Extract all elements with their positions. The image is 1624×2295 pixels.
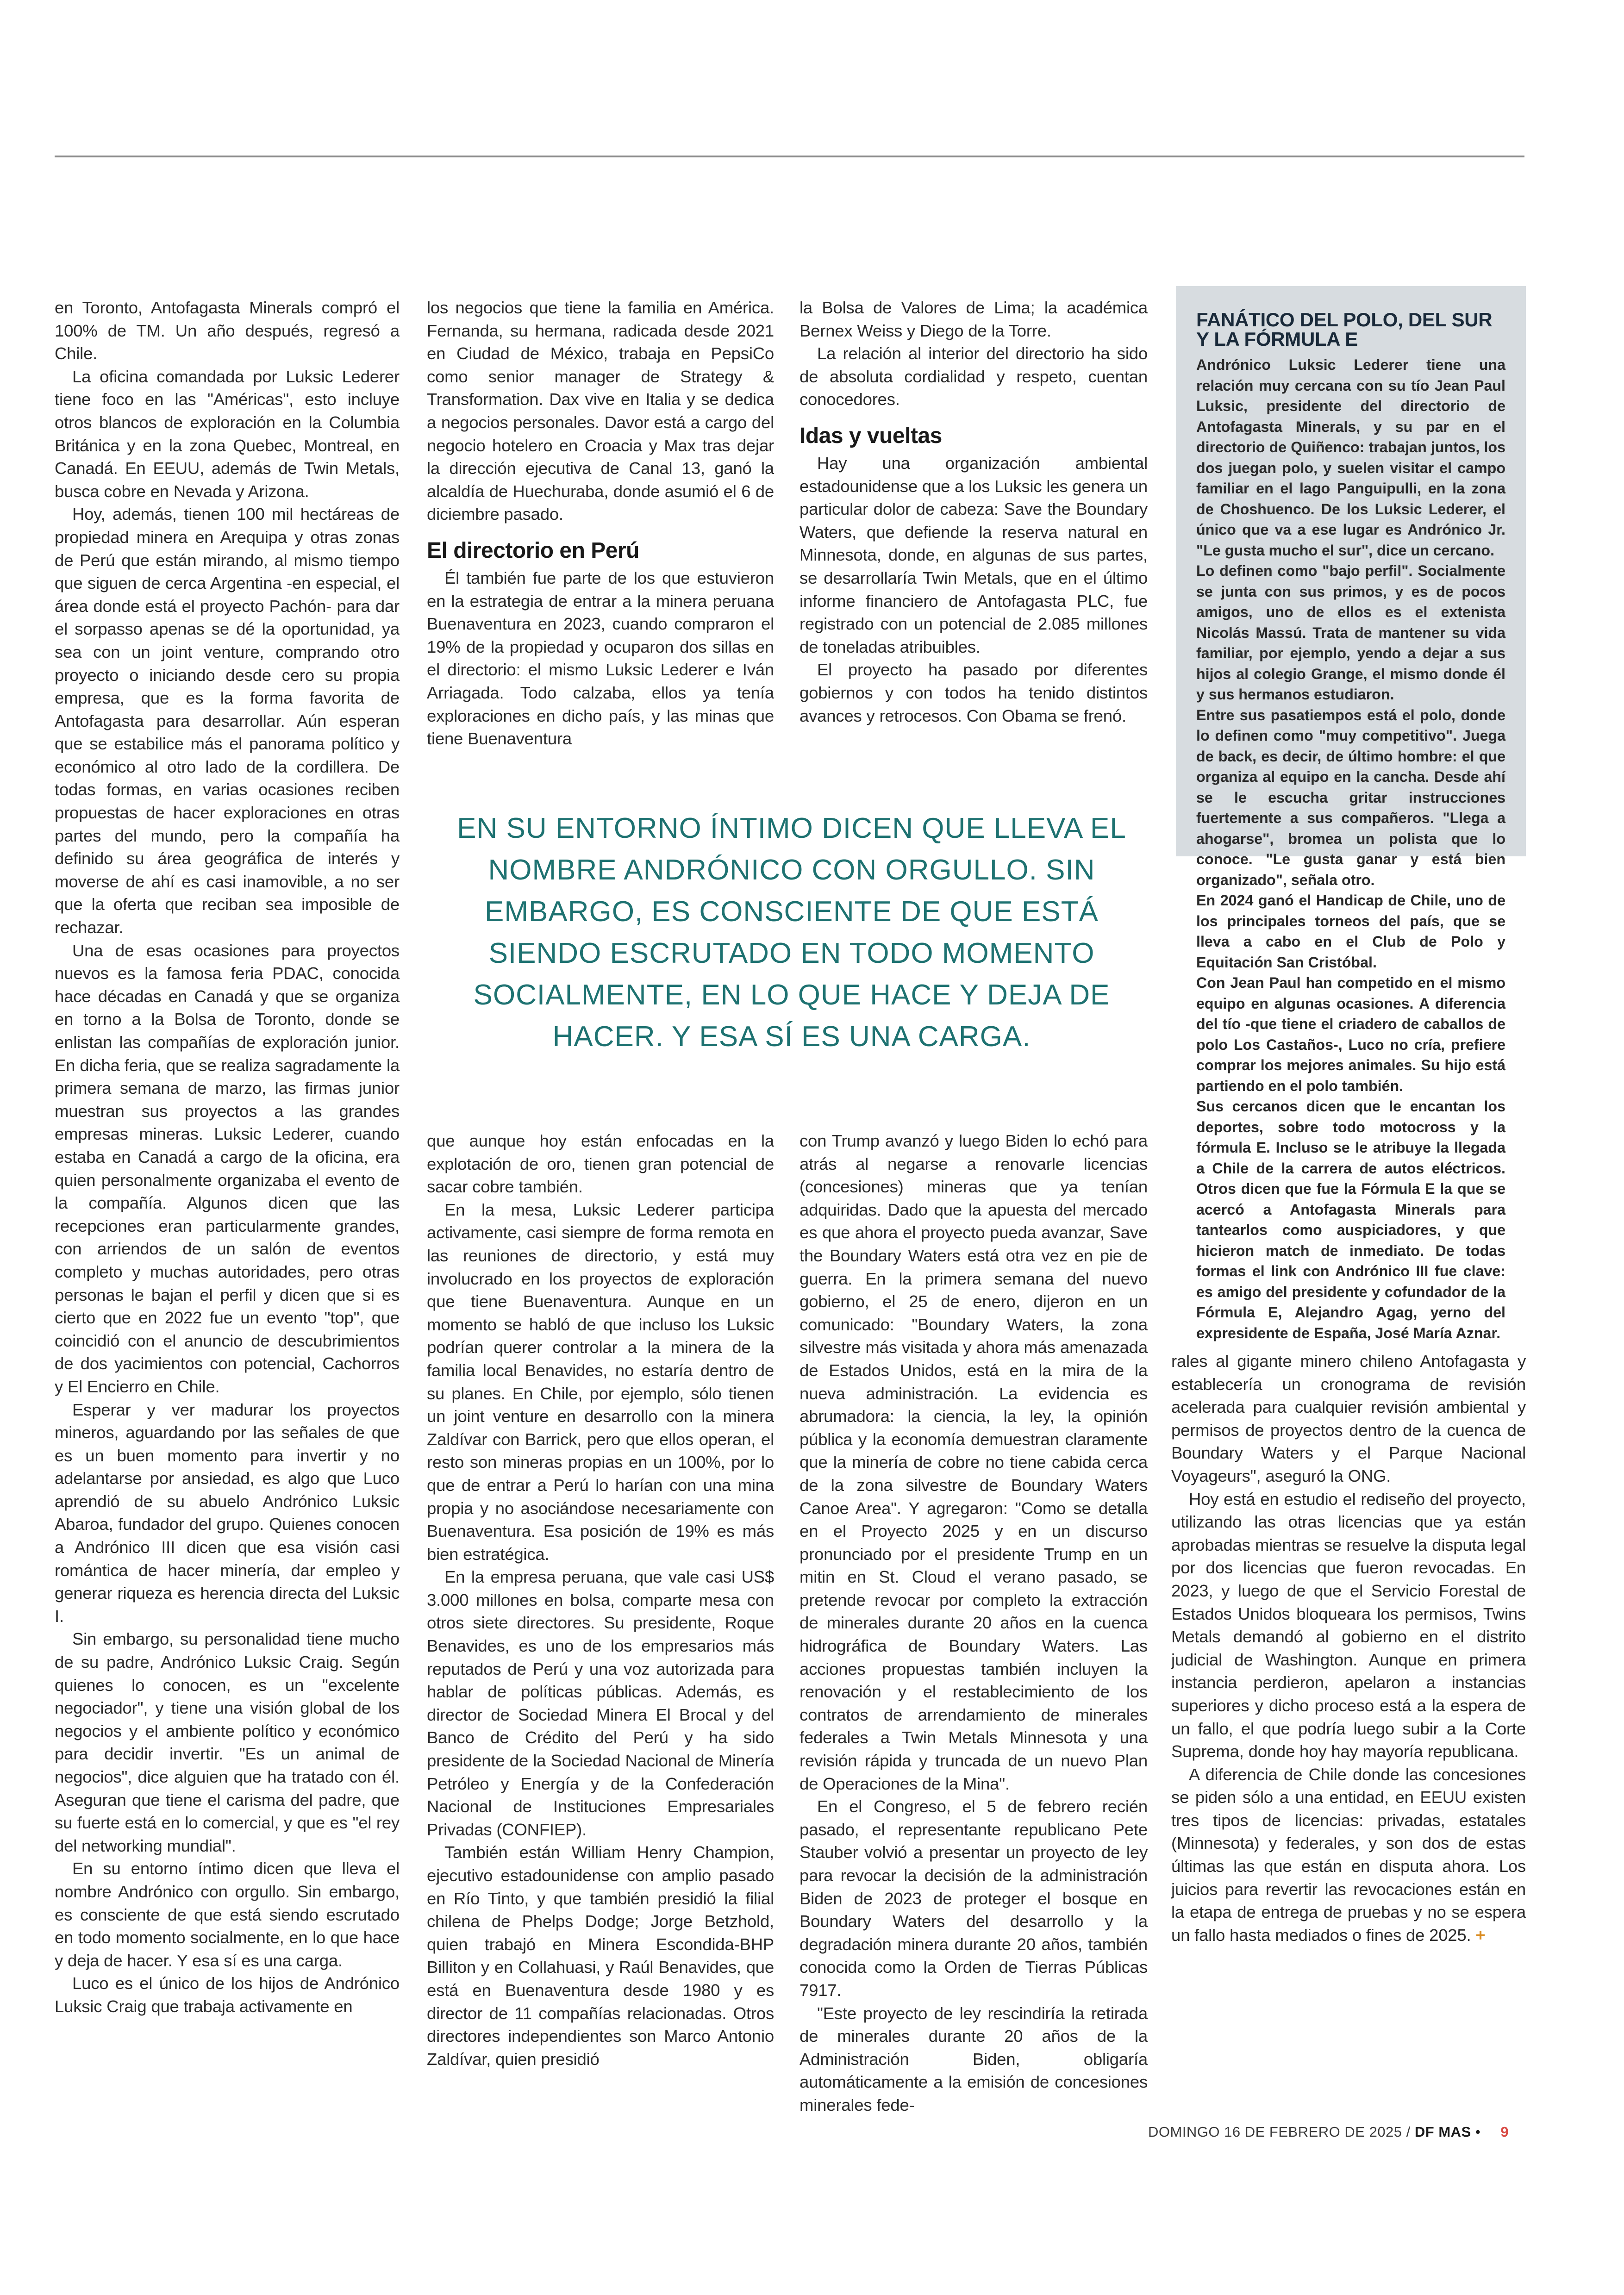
paragraph: la Bolsa de Valores de Lima; la académica Bernex Weiss y Diego de la Torre. [800, 298, 1148, 340]
paragraph [1171, 1763, 1526, 1947]
paragraph: con Trump avanzó y luego Biden lo echó para atrás al negarse a renovarle licencias (concesiones) mineras que ya tenían adquiridas. Dado que la apuesta del mercado es que ahora el proyecto pueda avanzar, Save the Boundary Waters está otra vez en pie de guerra. En la primera semana del nuevo gobierno, el 25 de enero, dijeron en un comunicado: "Boundary Waters, la zona silvestre más visitada y ahora más amenazada de Estados Unidos, está en la mira de la nueva administración. La evidencia es abrumadora: la ciencia, la ley, la opinión pública y la economía demuestran claramente que la minería de cobre no tiene cabida cerca de la zona silvestre de Boundary Waters Canoe Area". Y agregaron: "Como se detalla en el Proyecto 2025 y en un discurso pronunciado por el presidente Trump en un mitin en St. Cloud el verano pasado, se pretende revocar por completo la extracción de minerales durante 20 años en la cuenca hidrográfica de Boundary Waters. Las acciones propuestas también incluyen la renovación y el restablecimiento de los contratos de arrendamiento de minerales federales a Twin Metals Minnesota y una revisión rápida y truncada de un nuevo Plan de Operaciones de la Mina". [800, 1131, 1148, 1793]
section-heading-idas-y-vueltas: Idas y vueltas [800, 423, 942, 448]
paragraph: En la empresa peruana, que vale casi US$ 3.000 millones en bolsa, comparte mesa con otros siete directores. Su presidente, Roque Benavides, es uno de los empresarios más reputados de Perú y una voz autorizada para hablar de políticas públicas. Además, es director de Sociedad Minera El Brocal y del Banco de Crédito del Perú y ha sido presidente de la Sociedad Nacional de Minería Petróleo y Energía y de la Confederación Nacional de Instituciones Empresariales Privadas (CONFIEP). [427, 1567, 774, 1839]
header-rule [55, 156, 1524, 157]
paragraph: Hoy está en estudio el rediseño del proyecto, utilizando las otras licencias que ya están aprobadas mientras se resuelve la disputa legal por dos licencias que fueron revocadas. En 2023, y luego de que el Servicio Forestal de Estados Unidos bloqueara los permisos, Twins Metals demandó al gobierno en el distrito judicial de Washington. Aunque en primera instancia perdieron, apelaron a instancias superiores y dicho proceso está a la espera de un fallo, el que podría luego subir a la Corte Suprema, donde hoy hay mayoría republicana. [1171, 1489, 1526, 1761]
paragraph: Esperar y ver madurar los proyectos mineros, aguardando por las señales de que es un buen momento para invertir y no adelantarse por ansiedad, es algo que Luco aprendió de su abuelo Andrónico Luksic Abaroa, fundador del grupo. Quienes conocen a Andrónico III dicen que esa visión casi romántica de hacer minería, dar empleo y generar riqueza es herencia directa del Luksic I. [55, 1400, 400, 1626]
page-number: 9 [1500, 2124, 1509, 2140]
article-column-2-top [427, 296, 774, 750]
paragraph: que aunque hoy están enfocadas en la explotación de oro, tienen gran potencial de sacar cobre también. [427, 1131, 774, 1197]
paragraph: Luco es el único de los hijos de Andrónico Luksic Craig que trabaja activamente en [55, 1974, 400, 2016]
paragraph: En el Congreso, el 5 de febrero recién pasado, el representante republicano Pete Stauber volvió a presentar un proyecto de ley para revocar la decisión de la administración Biden de 2023 de proteger el bosque en Boundary Waters del desarrollo y la degradación minera durante 20 años, también conocida como la Orden de Tierras Públicas 7917. [800, 1797, 1148, 2000]
article-column-4 [1171, 1350, 1526, 1946]
article-column-2-bottom [427, 1129, 774, 2070]
sidebar-title: FANÁTICO DEL POLO, DEL SUR Y LA FÓRMULA E [1196, 309, 1493, 350]
sidebar-paragraph: Lo definen como "bajo perfil". Socialmente se junta con sus primos, y es de pocos amigos, uno de ellos es el extenista Nicolás Massú. Trata de mantener su vida familiar, por ejemplo, yendo a dejar a sus hijos al colegio Grange, el mismo donde él y sus hermanos estudiaron. [1196, 562, 1505, 703]
end-mark-icon: + [1475, 1925, 1486, 1945]
sidebar-paragraph: Con Jean Paul han competido en el mismo equipo en algunas ocasiones. A diferencia del tío -que tiene el criadero de caballos de polo Los Castaños-, Luco no cría, prefiere comprar los mejores animales. Su hijo está partiendo en el polo también. [1196, 974, 1505, 1094]
paragraph: "Este proyecto de ley rescindiría la retirada de minerales durante 20 años de la Administración Biden, obligaría automáticamente a la emisión de concesiones minerales fede- [800, 2003, 1148, 2114]
sidebar-paragraph: En 2024 ganó el Handicap de Chile, uno de los principales torneos del país, que se lleva a cabo en el Club de Polo y Equitación San Cristóbal. [1196, 892, 1505, 971]
paragraph: en Toronto, Antofagasta Minerals compró el 100% de TM. Un año después, regresó a Chile. [55, 298, 400, 363]
sidebar-paragraph: Entre sus pasatiempos está el polo, donde lo definen como "muy competitivo". Juega de back, es decir, de último hombre: el que organiza al equipo en la cancha. Desde ahí se le escucha gritar instrucciones fuertemente a sus compañeros. "Llega a ahogarse", bromea un polista que lo conoce. "Le gusta ganar y está bien organizado", señala otro. [1196, 706, 1505, 888]
footer-bullet: • [1475, 2124, 1481, 2140]
sidebar-box [1176, 286, 1526, 1341]
paragraph: La relación al interior del directorio ha sido de absoluta cordialidad y respeto, cuentan conocedores. [800, 344, 1148, 409]
sidebar-text [1196, 355, 1505, 1343]
article-column-1 [55, 296, 400, 2018]
paragraph: El proyecto ha pasado por diferentes gobiernos y con todos ha tenido distintos avances y retrocesos. Con Obama se frenó. [800, 660, 1148, 725]
paragraph: rales al gigante minero chileno Antofagasta y establecería un cronograma de revisión acelerada para cualquier revisión ambiental y permisos de proyectos dentro de la cuenca de Boundary Waters y el Parque Nacional Voyageurs", aseguró la ONG. [1171, 1352, 1526, 1485]
sidebar-paragraph: Andrónico Luksic Lederer tiene una relación muy cercana con su tío Jean Paul Luksic, presidente del directorio de Antofagasta Minerals, y su par en el directorio de Quiñenco: trabajan juntos, los dos juegan polo, y suelen visitar el campo familiar en el lago Panguipulli, en la zona de Choshuenco. De los Luksic Lederer, el único que va a ese lugar es Andrónico Jr. "Le gusta mucho el sur", dice un cercano. [1196, 356, 1505, 559]
sidebar-paragraph: Sus cercanos dicen que le encantan los deportes, sobre todo motocross y la fórmula E. Incluso se le atribuye la llegada a Chile de la carrera de autos eléctricos. Otros dicen que fue la Fórmula E la que se acercó a Antofagasta Minerals para tantearlos como auspiciadores, y que hicieron match de inmediato. De todas formas el link con Andrónico III fue clave: es amigo del presidente y cofundador de la Fórmula E, Alejandro Agag, yerno del expresidente de España, José María Aznar. [1196, 1098, 1505, 1341]
paragraph: Hay una organización ambiental estadounidense que a los Luksic les genera un particular dolor de cabeza: Save the Boundary Waters, que defiende la reserva natural en Minnesota, donde, en algunas de sus partes, se desarrollaría Twin Metals, que en el último informe financiero de Antofagasta PLC, fue registrado con un potencial de 2.085 millones de toneladas atribuibles. [800, 453, 1148, 656]
article-column-3-bottom [800, 1129, 1148, 2117]
paragraph: Él también fue parte de los que estuvieron en la estrategia de entrar a la minera peruana Buenaventura en 2023, cuando compraron el 19% de la propiedad y ocuparon dos sillas en el directorio: el mismo Luksic Lederer e Iván Arriagada. Todo calzaba, ellos ya tenía exploraciones en dicho país, y las minas que tiene Buenaventura [427, 568, 774, 748]
page-footer [1148, 2124, 1509, 2140]
section-heading-directorio: El directorio en Perú [427, 538, 639, 563]
paragraph-text: A diferencia de Chile donde las concesiones se piden sólo a una entidad, en EEUU existen tres tipos de licencias: privadas, estatales (Minnesota) y federales, y son dos de estas últimas las que están en disputa ahora. Los juicios para revertir las revocaciones están en la etapa de entrega de pruebas y no se espera un fallo hasta mediados o fines de 2025. [1171, 1765, 1526, 1945]
paragraph: Sin embargo, su personalidad tiene mucho de su padre, Andrónico Luksic Craig. Según quienes lo conocen, es un "excelente negociador", y tiene una visión global de los negocios y el ambiente político y económico para decidir invertir. "Es un animal de negocios", dice alguien que ha tratado con él. Aseguran que tiene el carisma del padre, que su fuerte está en lo comercial, y que es "el rey del networking mundial". [55, 1629, 400, 1855]
footer-date: DOMINGO 16 DE FEBRERO DE 2025 [1148, 2124, 1402, 2140]
paragraph: Hoy, además, tienen 100 mil hectáreas de propiedad minera en Arequipa y otras zonas de Perú que están mirando, al mismo tiempo que siguen de cerca Argentina -en especial, el área donde está el proyecto Pachón- para dar el sorpasso apenas se dé la oportunidad, ya sea con un joint venture, comprando otro proyecto o iniciando desde cero su propia empresa, que es la forma favorita de Antofagasta para desarrollar. Aún esperan que se estabilice más el panorama político y económico al otro lado de la cordillera. De todas formas, en varias ocasiones reciben propuestas de hacer exploraciones en otras partes del mundo, pero la compañía ha definido su área geográfica de interés y moverse de ahí es casi inamovible, a no ser que la oferta que reciban sea imposible de rechazar. [55, 505, 400, 937]
paragraph: En la mesa, Luksic Lederer participa activamente, casi siempre de forma remota en las reuniones de directorio, y está muy involucrado en los proyectos de exploración que tiene Buenaventura. Aunque en un momento se habló de que incluso los Luksic podrían querer controlar a la minera de la familia local Benavides, no estaría dentro de su planes. En Chile, por ejemplo, sólo tienen un joint venture en desarrollo con la minera Zaldívar con Barrick, pero que ellos operan, el resto son mineras propias en un 100%, por lo que de entrar a Perú lo harían con una mina propia y no asociándose necesariamente con Buenaventura. Esa posición de 19% es más bien estratégica. [427, 1200, 774, 1564]
article-column-3-top [800, 296, 1148, 727]
paragraph: También están William Henry Champion, ejecutivo estadounidense con amplio pasado en Río Tinto, y que también presidió la filial chilena de Phelps Dodge; Jorge Betzhold, quien trabajó en Minera Escondida-BHP Billiton y en Collahuasi, y Raúl Benavides, que está en Buenaventura desde 1980 y es director de 11 compañías relacionadas. Otros directores independientes son Marco Antonio Zaldívar, quien presidió [427, 1843, 774, 2069]
paragraph: La oficina comandada por Luksic Lederer tiene foco en las "Américas", esto incluye otros blancos de exploración en la Columbia Británica y en la zona Quebec, Montreal, en Canadá. En EEUU, además de Twin Metals, busca cobre en Nevada y Arizona. [55, 367, 400, 501]
paragraph: Una de esas ocasiones para proyectos nuevos es la famosa feria PDAC, conocida hace décadas en Canadá y que se organiza en torno a la Bolsa de Toronto, donde se enlistan las compañías de exploración junior. En dicha feria, que se realiza sagradamente la primera semana de marzo, las firmas junior muestran sus proyectos a las grandes empresas mineras. Luksic Lederer, cuando estaba en Canadá a cargo de la oficina, era quien personalmente organizaba el evento de la compañía. Algunos dicen que las recepciones eran particularmente grandes, con arriendos de un salón de eventos completo y muchas autoridades, pero otras personas le bajan el perfil y dicen que si es cierto que en 2022 fue un evento "top", que coincidió con el anuncio de descubrimientos de dos yacimientos con potencial, Cachorros y El Encierro en Chile. [55, 941, 400, 1396]
paragraph: En su entorno íntimo dicen que lleva el nombre Andrónico con orgullo. Sin embargo, es consciente de que está siendo escrutado en todo momento socialmente, en lo que hace y deja de hacer. Y esa sí es una carga. [55, 1859, 400, 1970]
footer-publication: DF MAS [1414, 2124, 1471, 2140]
pull-quote: EN SU ENTORNO ÍNTIMO DICEN QUE LLEVA EL NOMBRE ANDRÓNICO CON ORGULLO. SIN EMBARGO, ES CONSCIENTE DE QUE ESTÁ SIENDO ESCRUTADO EN TODO MOMENTO SOCIALMENTE, EN LO QUE HACE Y DEJA DE HACER. Y ESA SÍ ES UNA CARGA. [457, 812, 1126, 1053]
footer-separator: / [1406, 2124, 1411, 2140]
paragraph: los negocios que tiene la familia en América. Fernanda, su hermana, radicada desde 2021 en Ciudad de México, trabaja en PepsiCo como senior manager de Strategy & Transformation. Dax vive en Italia y se dedica a negocios personales. Davor está a cargo del negocio hotelero en Croacia y Max tras dejar la dirección ejecutiva de Canal 13, ganó la alcaldía de Huechuraba, donde asumió el 6 de diciembre pasado. [427, 298, 774, 524]
